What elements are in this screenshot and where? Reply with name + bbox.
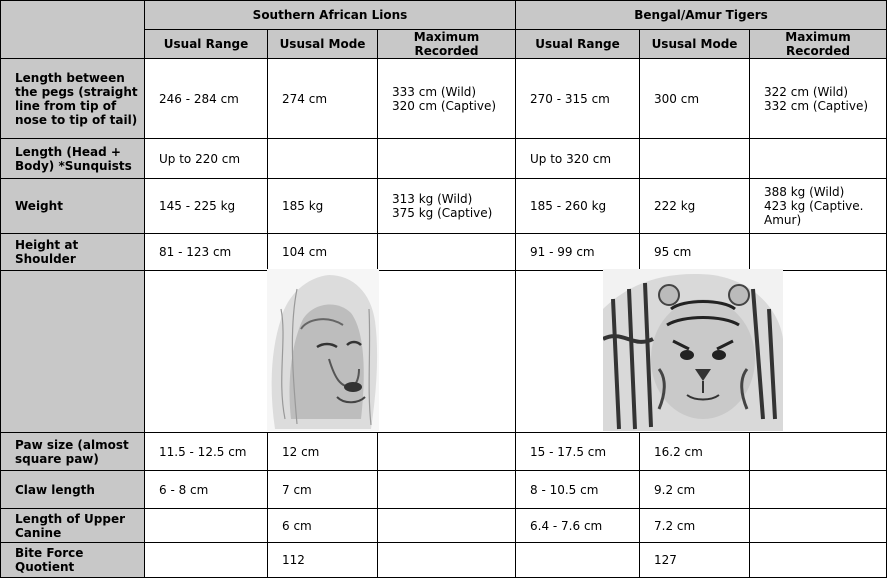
lion-image-cell [145, 271, 516, 433]
lion-mode: 6 cm [268, 509, 378, 543]
row-label: Bite Force Quotient [1, 543, 145, 578]
row-label: Length of Upper Canine [1, 509, 145, 543]
tiger-max [750, 234, 887, 271]
lion-max [378, 509, 516, 543]
lion-range: Up to 220 cm [145, 139, 268, 179]
tiger-image-cell [516, 271, 887, 433]
tiger-range: 270 - 315 cm [516, 59, 640, 139]
lion-mode [268, 139, 378, 179]
tiger-max [750, 509, 887, 543]
table-row [1, 179, 887, 234]
lion-mode: 104 cm [268, 234, 378, 271]
tiger-range: 15 - 17.5 cm [516, 433, 640, 471]
tiger-mode: 127 [640, 543, 750, 578]
tiger-mode: 300 cm [640, 59, 750, 139]
tiger-mode: 95 cm [640, 234, 750, 271]
image-row [1, 271, 887, 433]
tiger-max: 322 cm (Wild) 332 cm (Captive) [750, 59, 887, 139]
lion-max [378, 234, 516, 271]
tiger-max [750, 433, 887, 471]
lion-range: 145 - 225 kg [145, 179, 268, 234]
tiger-max [750, 471, 887, 509]
tiger-range: 185 - 260 kg [516, 179, 640, 234]
lion-range [145, 509, 268, 543]
lions-header: Southern African Lions [145, 1, 516, 30]
row-label: Length between the pegs (straight line from tip of nose to tip of tail) [1, 59, 145, 139]
tiger-max: 388 kg (Wild) 423 kg (Captive. Amur) [750, 179, 887, 234]
image-row-label [1, 271, 145, 433]
lion-max: 333 cm (Wild) 320 cm (Captive) [378, 59, 516, 139]
corner-cell [1, 1, 145, 59]
table-row [1, 509, 887, 543]
tiger-sketch-image [603, 269, 783, 431]
tiger-range: 91 - 99 cm [516, 234, 640, 271]
tiger-mode: 7.2 cm [640, 509, 750, 543]
tiger-mode: 9.2 cm [640, 471, 750, 509]
table-row [1, 543, 887, 578]
tiger-range: Up to 320 cm [516, 139, 640, 179]
tiger-mode [640, 139, 750, 179]
row-label: Claw length [1, 471, 145, 509]
table-row [1, 471, 887, 509]
lion-range: 246 - 284 cm [145, 59, 268, 139]
lion-max [378, 139, 516, 179]
tiger-mode: 222 kg [640, 179, 750, 234]
lion-mode: 112 [268, 543, 378, 578]
tiger-max [750, 139, 887, 179]
col-lion-max-recorded: Maximum Recorded [378, 30, 516, 59]
row-label: Length (Head + Body) *Sunquists [1, 139, 145, 179]
col-tiger-max-recorded: Maximum Recorded [750, 30, 887, 59]
lion-max [378, 543, 516, 578]
table-row [1, 59, 887, 139]
tigers-header: Bengal/Amur Tigers [516, 1, 887, 30]
lion-range [145, 543, 268, 578]
tiger-max [750, 543, 887, 578]
col-tiger-usual-range: Usual Range [516, 30, 640, 59]
table-row [1, 139, 887, 179]
tiger-mode: 16.2 cm [640, 433, 750, 471]
lion-mode: 185 kg [268, 179, 378, 234]
table-row [1, 234, 887, 271]
col-lion-usual-mode: Ususal Mode [268, 30, 378, 59]
table-row [1, 433, 887, 471]
row-label: Paw size (almost square paw) [1, 433, 145, 471]
lion-sketch-image [267, 269, 379, 431]
lion-max [378, 471, 516, 509]
lion-max: 313 kg (Wild) 375 kg (Captive) [378, 179, 516, 234]
lion-mode: 7 cm [268, 471, 378, 509]
tiger-range: 6.4 - 7.6 cm [516, 509, 640, 543]
col-lion-usual-range: Usual Range [145, 30, 268, 59]
lion-mode: 12 cm [268, 433, 378, 471]
row-label: Weight [1, 179, 145, 234]
lion-range: 6 - 8 cm [145, 471, 268, 509]
lion-range: 81 - 123 cm [145, 234, 268, 271]
tiger-range: 8 - 10.5 cm [516, 471, 640, 509]
lion-range: 11.5 - 12.5 cm [145, 433, 268, 471]
lion-max [378, 433, 516, 471]
row-label: Height at Shoulder [1, 234, 145, 271]
lion-mode: 274 cm [268, 59, 378, 139]
col-tiger-usual-mode: Ususal Mode [640, 30, 750, 59]
tiger-range [516, 543, 640, 578]
